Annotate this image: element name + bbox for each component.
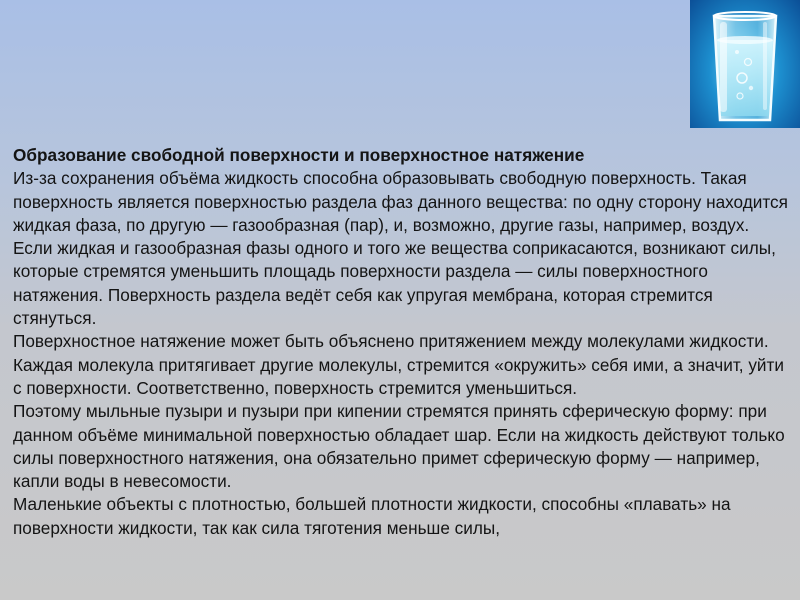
paragraph-floating-objects: Маленькие объекты с плотностью, большей плотности жидкости, способны «плавать» на поверхности жидкости, так как сила тяготения меньше силы,	[13, 494, 731, 538]
slide-content	[13, 144, 793, 540]
water-glass-image	[690, 0, 800, 128]
paragraph-spherical-shape: Поэтому мыльные пузыри и пузыри при кипении стремятся принять сферическую форму: при данном объёме минимальной поверхностью обладает шар. Если на жидкость действуют только силы поверхностного натяжения, она обязательно примет сферическую форму — например, капли воды в невесомости.	[13, 401, 785, 492]
paragraph-free-surface: Из-за сохранения объёма жидкость способна образовывать свободную поверхность. Такая поверхность является поверхностью раздела фаз данного вещества: по одну сторону находится жидкая фаза, по другую — газообразная (пар), и, возможно, другие газы, например, воздух.	[13, 168, 788, 235]
paragraph-molecular-attraction: Поверхностное натяжение может быть объяснено притяжением между молекулами жидкости. Каждая молекула притягивает другие молекулы, стремится «окружить» себя ими, а значит, уйти с поверхности. Соответственно, поверхность стремится уменьшиться.	[13, 331, 785, 398]
paragraph-surface-tension-forces: Если жидкая и газообразная фазы одного и того же вещества соприкасаются, возникают силы, которые стремятся уменьшить площадь поверхности раздела — силы поверхностного натяжения. Поверхность раздела ведёт себя как упругая мембрана, которая стремится стянуться.	[13, 238, 776, 329]
slide-title: Образование свободной поверхности и поверхностное натяжение	[13, 145, 585, 165]
water-glass-icon	[690, 0, 800, 128]
